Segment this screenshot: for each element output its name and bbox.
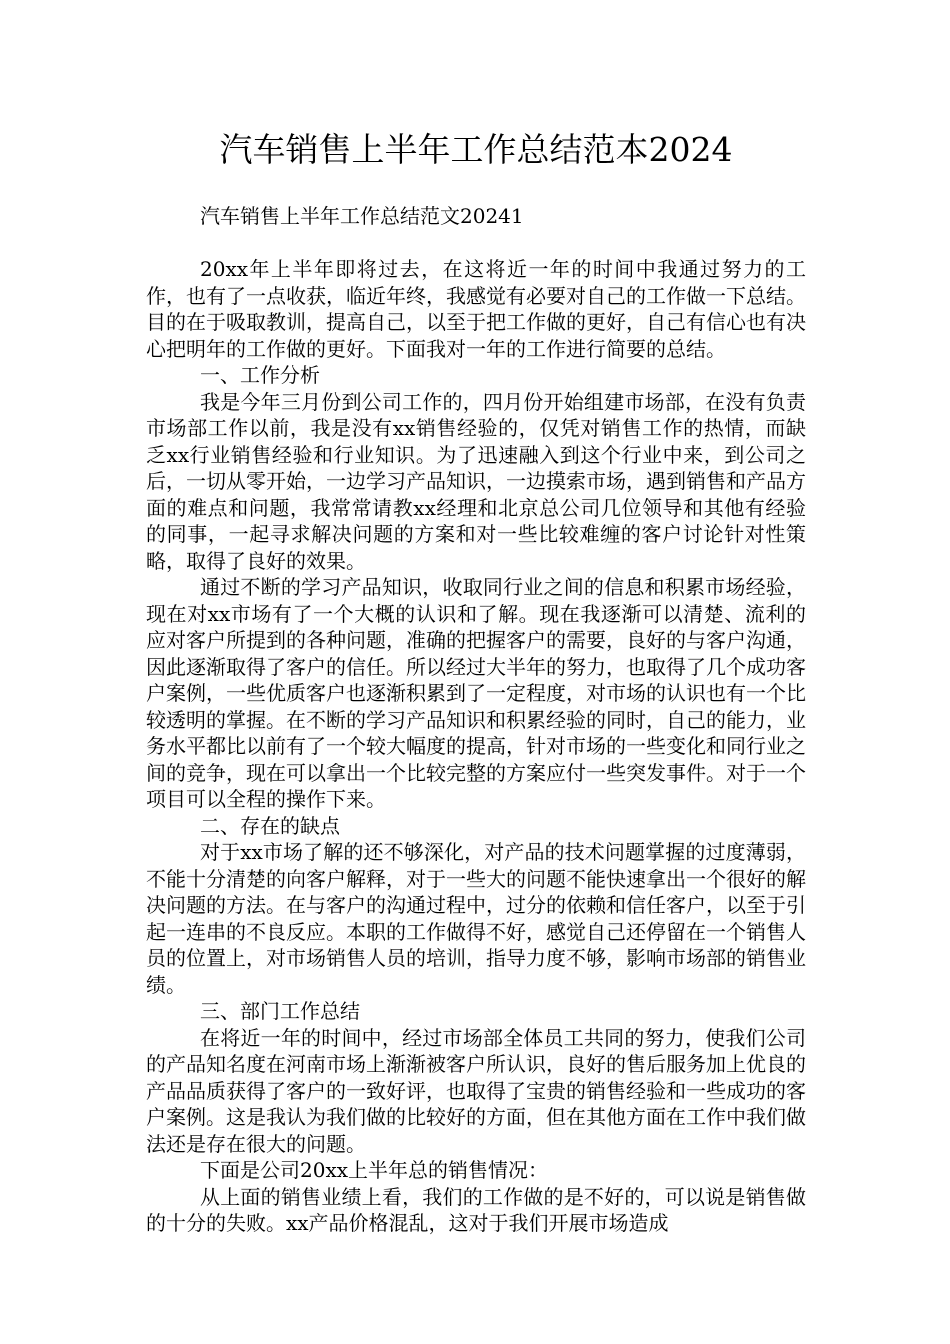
paragraph: 在将近一年的时间中，经过市场部全体员工共同的努力，使我们公司的产品知名度在河南市场上渐渐被客户所认识，良好的售后服务加上优良的产品品质获得了客户的一致好评，也取得了宝贵的销售经验和一些成功的客户案例。这是我认为我们做的比较好的方面，但在其他方面在工作中我们做法还是存在很大的问题。 (146, 1025, 806, 1156)
section-heading-shortcomings: 二、存在的缺点 (200, 813, 340, 838)
paragraph: 我是今年三月份到公司工作的，四月份开始组建市场部，在没有负责市场部工作以前，我是没有xx销售经验的，仅凭对销售工作的热情，而缺乏xx行业销售经验和行业知识。为了迅速融入到这个行业中来，到公司之后，一切从零开始，一边学习产品知识，一边摸索市场，遇到销售和产品方面的难点和问题，我常常请教xx经理和北京总公司几位领导和其他有经验的同事，一起寻求解决问题的方案和对一些比较难缠的客户讨论针对性策略，取得了良好的效果。 (146, 389, 806, 573)
paragraph: 对于xx市场了解的还不够深化，对产品的技术问题掌握的过度薄弱，不能十分清楚的向客户解释，对于一些大的问题不能快速拿出一个很好的解决问题的方法。在与客户的沟通过程中，过分的依赖和信任客户，以至于引起一连串的不良反应。本职的工作做得不好，感觉自己还停留在一个销售人员的位置上，对市场销售人员的培训，指导力度不够，影响市场部的销售业绩。 (146, 840, 806, 997)
section-heading-department-summary: 三、部门工作总结 (200, 999, 360, 1023)
document-subtitle: 汽车销售上半年工作总结范文20241 (200, 204, 524, 228)
intro-paragraph: 20xx年上半年即将过去，在这将近一年的时间中我通过努力的工作，也有了一点收获，临近年终，我感觉有必要对自己的工作做一下总结。目的在于吸取教训，提高自己，以至于把工作做的更好，自己有信心也有决心把明年的工作做的更好。下面我对一年的工作进行简要的总结。 (146, 257, 806, 361)
paragraph: 通过不断的学习产品知识，收取同行业之间的信息和积累市场经验，现在对xx市场有了一个大概的认识和了解。现在我逐渐可以清楚、流利的应对客户所提到的各种问题，准确的把握客户的需要，良好的与客户沟通，因此逐渐取得了客户的信任。所以经过大半年的努力，也取得了几个成功客户案例，一些优质客户也逐渐积累到了一定程度，对市场的认识也有一个比较透明的掌握。在不断的学习产品知识和积累经验的同时，自己的能力，业务水平都比以前有了一个较大幅度的提高，针对市场的一些变化和同行业之间的竞争，现在可以拿出一个比较完整的方案应付一些突发事件。对于一个项目可以全程的操作下来。 (146, 575, 806, 811)
paragraph: 从上面的销售业绩上看，我们的工作做的是不好的，可以说是销售做的十分的失败。xx产品价格混乱，这对于我们开展市场造成 (146, 1184, 806, 1235)
document-page (146, 126, 806, 1237)
document-title: 汽车销售上半年工作总结范本2024 (219, 130, 733, 169)
paragraph: 下面是公司20xx上半年总的销售情况： (200, 1158, 549, 1182)
section-heading-work-analysis: 一、工作分析 (200, 363, 320, 387)
